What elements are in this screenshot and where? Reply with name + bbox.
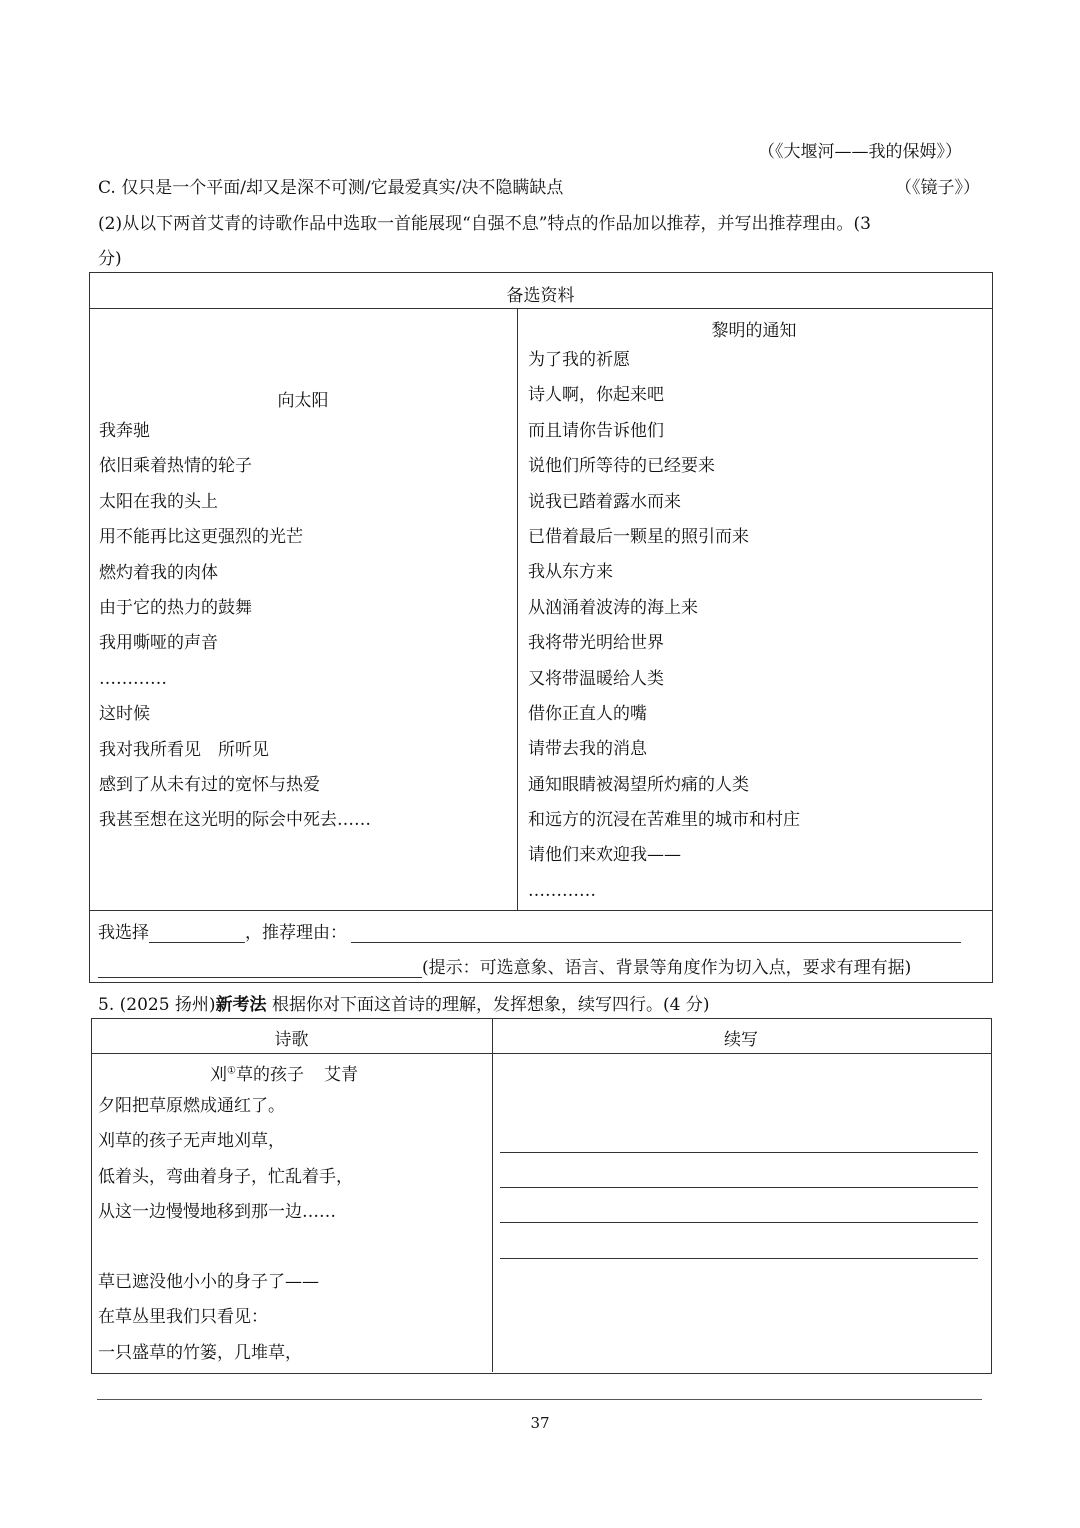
poem-line: 又将带温暖给人类 bbox=[528, 668, 664, 689]
table-header: 备选资料 bbox=[506, 286, 575, 306]
poem-line: 借你正直人的嘴 bbox=[528, 703, 647, 724]
poem-title-right: 黎明的通知 bbox=[711, 321, 797, 341]
poem-line: 已借着最后一颗星的照引而来 bbox=[528, 526, 749, 547]
poem-line: 夕阳把草原燃成通红了。 bbox=[98, 1096, 285, 1116]
divider bbox=[91, 1053, 991, 1054]
writing-line[interactable] bbox=[500, 1187, 978, 1188]
reason-blank-2[interactable] bbox=[98, 957, 422, 978]
poem-title bbox=[210, 1060, 358, 1085]
poem-line: 低着头，弯曲着身子，忙乱着手， bbox=[98, 1166, 353, 1187]
col-header-continue: 续写 bbox=[724, 1030, 758, 1050]
answer-line-2 bbox=[98, 953, 911, 978]
question-5-prefix: 5. (2025 扬州) bbox=[98, 995, 216, 1015]
poem-line: 感到了从未有过的宽怀与热爱 bbox=[99, 774, 320, 795]
poem-title-left: 向太阳 bbox=[277, 391, 329, 411]
footer-rule bbox=[97, 1399, 982, 1400]
poem-line: 诗人啊，你起来吧 bbox=[528, 385, 664, 406]
poem-title-rest: 草的孩子 bbox=[235, 1065, 304, 1085]
source-citation-a: （《大堰河——我的保姆》） bbox=[758, 142, 962, 162]
footnote-mark: ① bbox=[227, 1065, 236, 1077]
poem-line: 从汹涌着波涛的海上来 bbox=[528, 597, 698, 618]
col-header-poem: 诗歌 bbox=[274, 1030, 309, 1050]
option-c-source: （《镜子》） bbox=[895, 178, 980, 198]
question-2-line1: (2)从以下两首艾青的诗歌作品中选取一首能展现“自强不息”特点的作品加以推荐，并写出推荐理由。(3 bbox=[98, 214, 871, 234]
poem-line: 说他们所等待的已经要来 bbox=[528, 456, 715, 477]
poem-line: 请带去我的消息 bbox=[528, 739, 647, 760]
page-number: 37 bbox=[530, 1414, 550, 1432]
writing-line[interactable] bbox=[500, 1258, 978, 1259]
hint: (提示：可选意象、语言、背景等角度作为切入点，要求有理有据) bbox=[422, 958, 912, 978]
poem-line: 我奔驰 bbox=[99, 421, 150, 441]
poem-line: 用不能再比这更强烈的光芒 bbox=[99, 527, 303, 548]
divider bbox=[89, 910, 992, 911]
stanza-2 bbox=[98, 1265, 319, 1371]
option-c: C. 仅只是一个平面/却又是深不可测/它最爱真实/决不隐瞒缺点 bbox=[98, 178, 564, 198]
poem-line: 一只盛草的竹篓，几堆草， bbox=[98, 1342, 302, 1363]
answer-line-1 bbox=[98, 918, 961, 943]
poem-line: 由于它的热力的鼓舞 bbox=[99, 597, 252, 618]
answer-prefix: 我选择 bbox=[98, 923, 149, 943]
poem-line: 在草丛里我们只看见： bbox=[98, 1307, 268, 1328]
poem-line: 刈草的孩子无声地刈草， bbox=[98, 1131, 285, 1152]
poem-line: 我甚至想在这光明的际会中死去…… bbox=[99, 810, 371, 831]
divider bbox=[89, 308, 992, 309]
divider bbox=[492, 1018, 493, 1372]
poem-right bbox=[528, 343, 800, 909]
poem-line: 燃灼着我的肉体 bbox=[99, 562, 218, 583]
poem-line: ………… bbox=[528, 880, 596, 901]
poem-line: 而且请你告诉他们 bbox=[528, 420, 664, 441]
poem-line: 依旧乘着热情的轮子 bbox=[99, 456, 252, 477]
poem-line: 草已遮没他小小的身子了—— bbox=[98, 1272, 319, 1292]
question-5-tag: 新考法 bbox=[215, 995, 267, 1015]
poem-line: 请他们来欢迎我—— bbox=[528, 845, 681, 866]
poem-line: 为了我的祈愿 bbox=[528, 350, 630, 370]
poem-line: 太阳在我的头上 bbox=[99, 491, 218, 512]
poem-line: 说我已踏着露水而来 bbox=[528, 491, 681, 512]
poem-line: ………… bbox=[99, 668, 167, 689]
question-5 bbox=[98, 990, 709, 1015]
choice-blank[interactable] bbox=[149, 922, 245, 943]
poem-line: 我从东方来 bbox=[528, 562, 613, 583]
poem-line: 我用嘶哑的声音 bbox=[99, 633, 218, 654]
poem-line: 这时候 bbox=[99, 704, 150, 725]
reason-blank[interactable] bbox=[351, 922, 961, 943]
poem-line: 通知眼睛被渴望所灼痛的人类 bbox=[528, 774, 749, 795]
divider bbox=[517, 308, 518, 910]
answer-mid: ，推荐理由： bbox=[245, 923, 347, 943]
poem-author: 艾青 bbox=[323, 1065, 358, 1085]
poem-line: 我将带光明给世界 bbox=[528, 633, 664, 654]
poem-title-char: 刈 bbox=[210, 1065, 227, 1085]
writing-line[interactable] bbox=[500, 1152, 978, 1153]
poem-line: 从这一边慢慢地移到那一边…… bbox=[98, 1202, 336, 1223]
poem-line: 和远方的沉浸在苦难里的城市和村庄 bbox=[528, 810, 800, 831]
question-5-text: 根据你对下面这首诗的理解，发挥想象，续写四行。(4 分) bbox=[271, 995, 710, 1015]
question-2-line2: 分) bbox=[98, 249, 122, 269]
poem-line: 我对我所看见 所听见 bbox=[99, 739, 269, 760]
stanza-1 bbox=[98, 1089, 353, 1231]
writing-line[interactable] bbox=[500, 1222, 978, 1223]
poem-left bbox=[99, 414, 371, 839]
